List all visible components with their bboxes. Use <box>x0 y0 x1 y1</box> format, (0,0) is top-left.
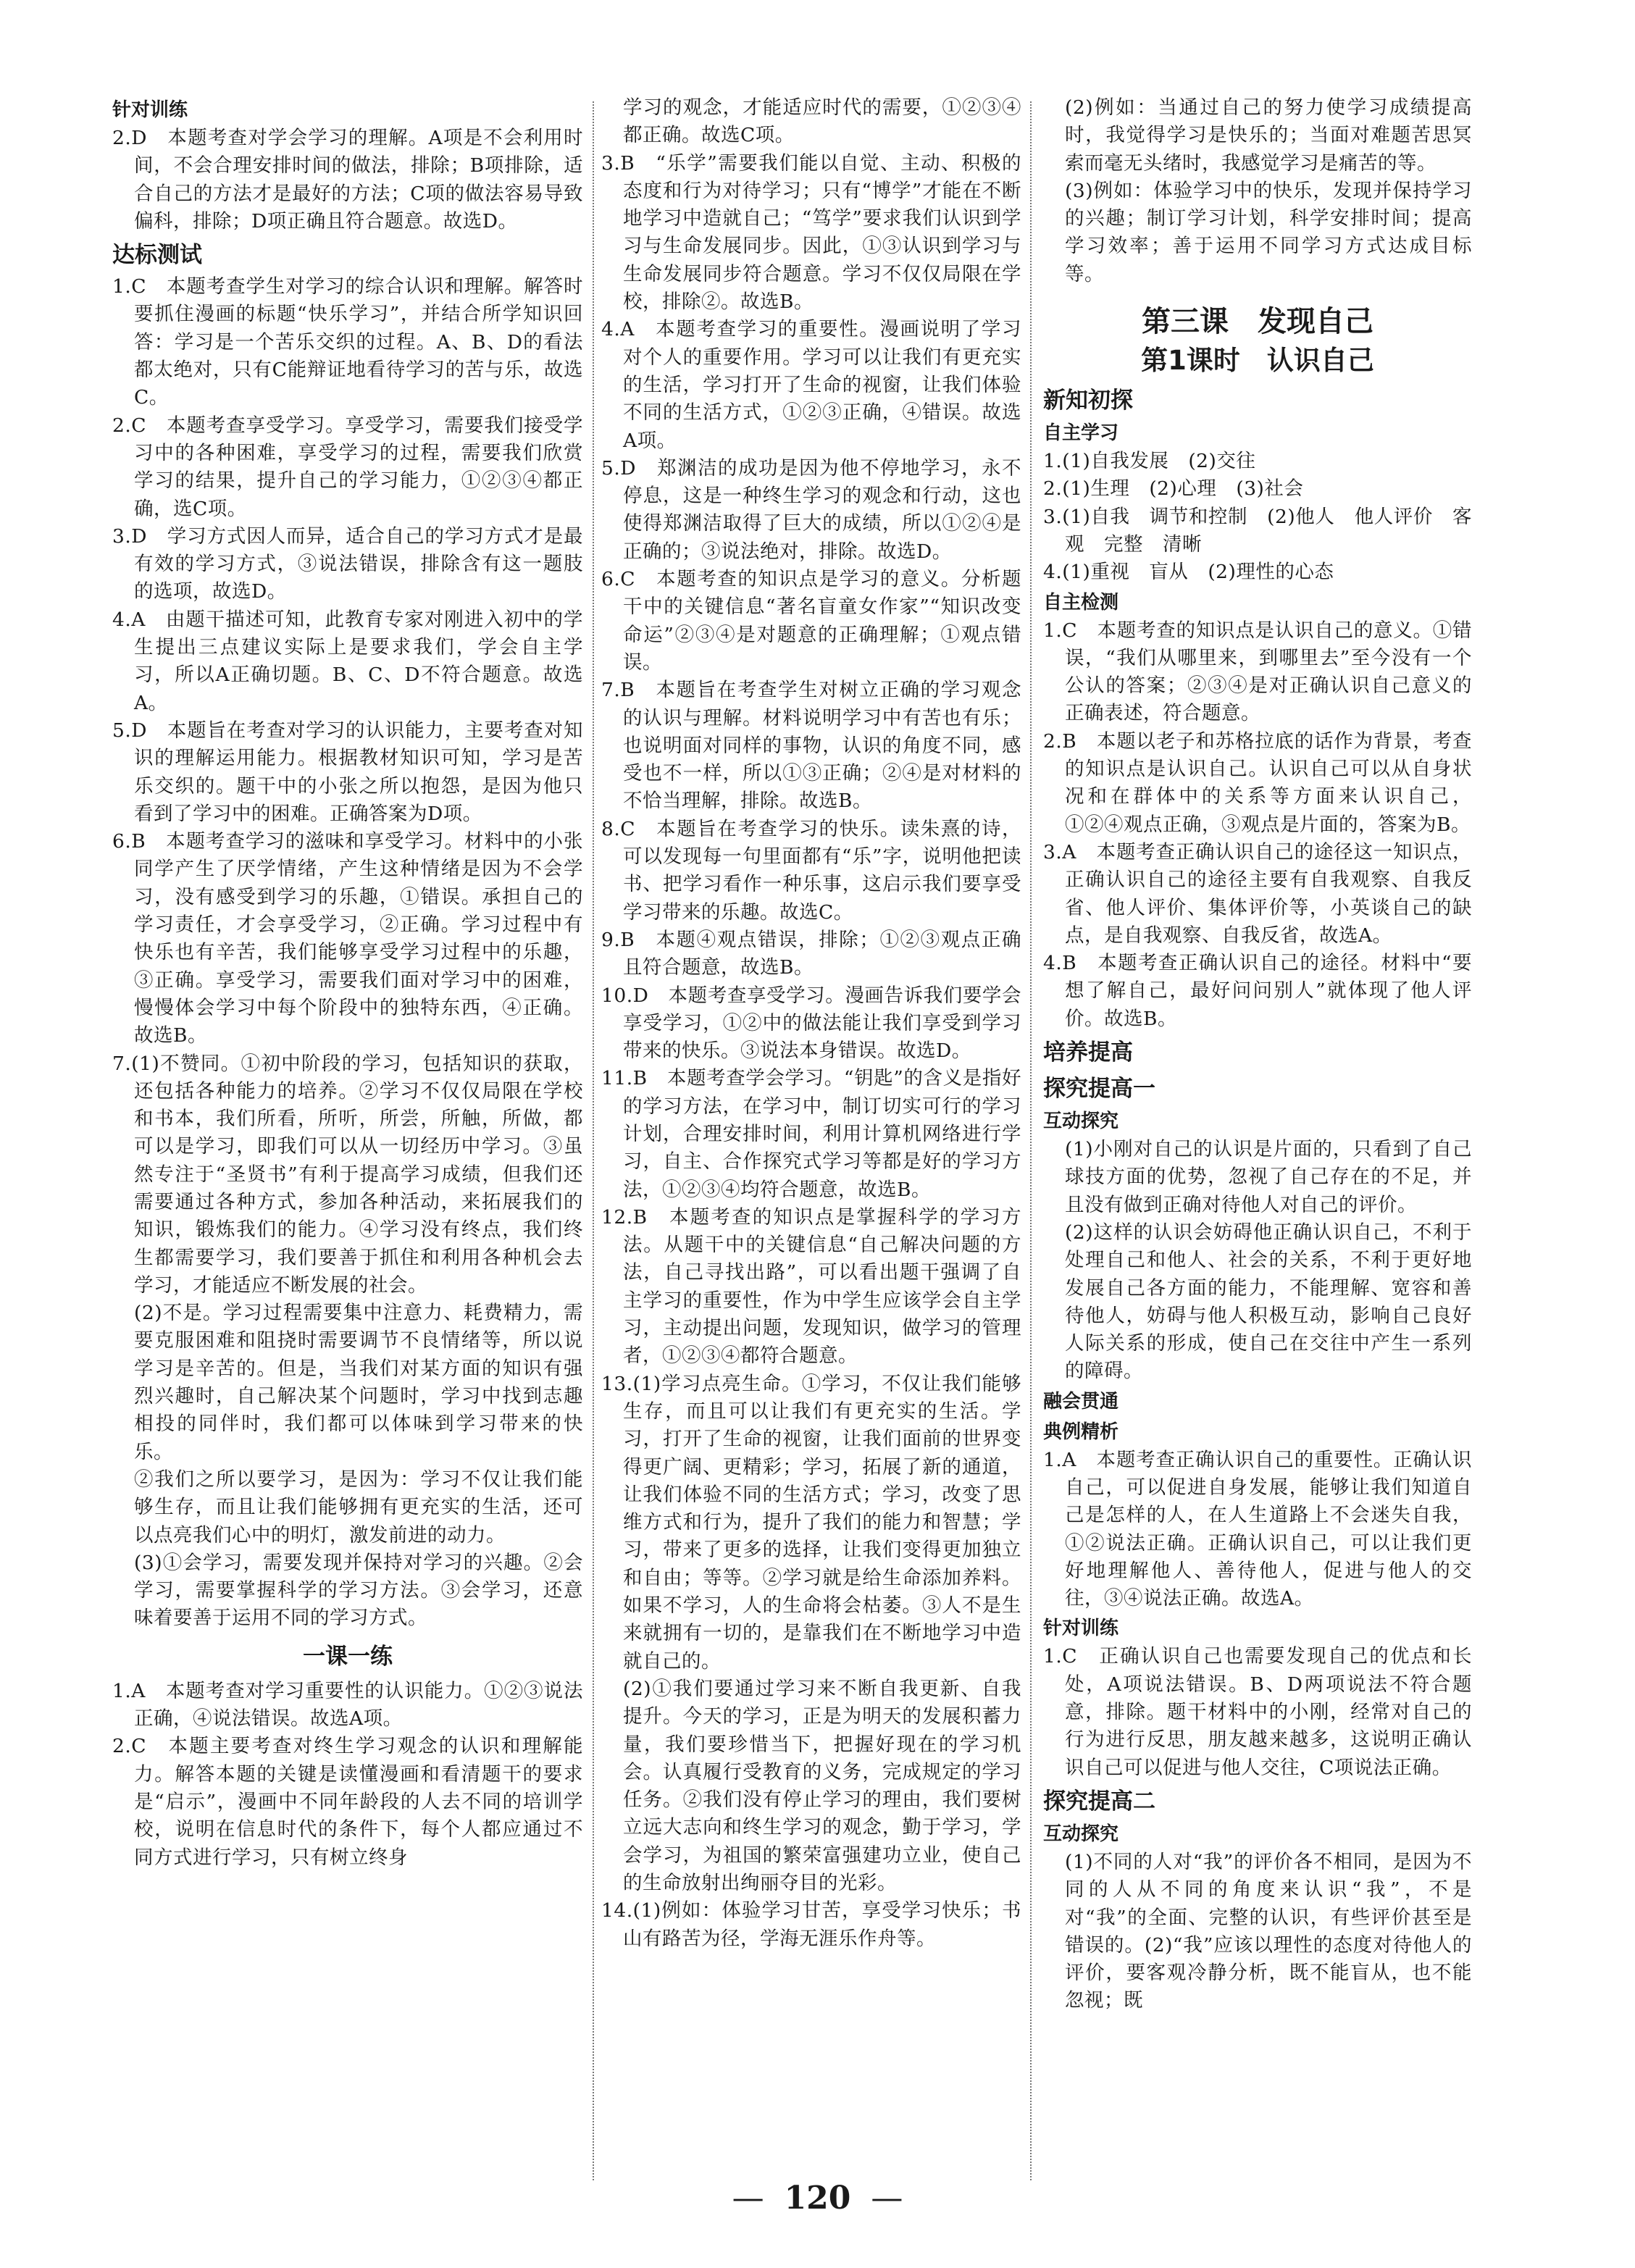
heading-practice: 针对训练 <box>1043 1618 1119 1640</box>
test-item: 4.A 由题干描述可知，此教育专家对刚进入初中的学生提出三点建议实际上是要求我们，学会自主学习，所以A正确切题。B、C、D不符合题意。故选A。 <box>112 608 583 714</box>
heading-explore-2: 探究提高二 <box>1043 1788 1155 1815</box>
lesson-item: 7.B 本题旨在考查学生对树立正确的学习观念的认识与理解。材料说明学习中有苦也有乐；也说明面对同样的事物，认识的角度不同，感受也不一样，所以①③正确；②④是对材料的不恰当理解，排除。故选B。 <box>601 679 1021 813</box>
column-divider-right <box>1030 101 1032 2180</box>
self-study-item: 1.(1)自我发展 (2)交往 <box>1043 450 1256 473</box>
heading-self-check: 自主检测 <box>1043 591 1119 614</box>
lesson-item: 1.A 本题考查对学习重要性的认识能力。①②③说法正确，④说法错误。故选A项。 <box>112 1679 583 1731</box>
heading-interactive-1: 互动探究 <box>1043 1110 1119 1133</box>
practice-item: 1.C 正确认识自己也需要发现自己的优点和长处，A项说法错误。B、D两项说法不符合题意，排除。题干材料中的小刚，经常对自己的行为进行反思，朋友越来越多，这说明正确认识自己可以促进与他人交往，C项说法正确。 <box>1043 1645 1472 1779</box>
heading-improve: 培养提高 <box>1043 1039 1133 1066</box>
heading-self-study: 自主学习 <box>1043 422 1119 445</box>
example-item: 1.A 本题考查正确认识自己的重要性。正确认识自己，可以促进自身发展，能够让我们知道自己是怎样的人，在人生道路上不会迷失自我，①②说法正确。正确认识自己，可以让我们更好地理解他人、善待他人，促进与他人的交往，③④说法正确。故选A。 <box>1043 1448 1472 1610</box>
test-item: 6.B 本题考查学习的滋味和享受学习。材料中的小张同学产生了厌学情绪，产生这种情绪是因为不会学习，没有感受到学习的乐趣，①错误。承担自己的学习责任，才会享受学习，②正确。学习过程中有快乐也有辛苦，我们能够享受学习过程中的乐趣，③正确。享受学习，需要我们面对学习中的困难，慢慢体会学习中每个阶段中的独特东西，④正确。故选B。 <box>112 830 583 1047</box>
self-study-item: 2.(1)生理 (2)心理 (3)社会 <box>1043 477 1304 501</box>
self-check-item: 3.A 本题考查正确认识自己的途径这一知识点，正确认识自己的途径主要有自我观察、自我反省、他人评价、集体评价等，小英谈自己的缺点，是自我观察、自我反省，故选A。 <box>1043 840 1472 947</box>
answer-paragraph: (2)①我们要通过学习来不断自我更新、自我提升。今天的学习，正是为明天的发展积蓄力量，我们要珍惜当下，把握好现在的学习机会。认真履行受教育的义务，完成规定的学习任务。②我们没有停止学习的理由，我们要树立远大志向和终生学习的观念，勤于学习，学会学习，为祖国的繁荣富强建功立业，使自己的生命放射出绚丽夺目的光彩。 <box>623 1677 1021 1894</box>
answer-paragraph: (2)这样的认识会妨碍他正确认识自己，不利于处理自己和他人、社会的关系，不利于更好地发展自己各方面的能力，不能理解、宽容和善待他人，妨碍与他人积极互动，影响自己良好人际关系的形成，使自己在交往中产生一系列的障碍。 <box>1065 1221 1472 1383</box>
practice-item: 2.D 本题考查对学会学习的理解。A项是不会利用时间，不会合理安排时间的做法，排除；B项排除，适合自己的方法才是最好的方法；C项的做法容易导致偏科，排除；D项正确且符合题意。故选D。 <box>112 127 583 233</box>
self-check-item: 1.C 本题考查的知识点是认识自己的意义。①错误，“我们从哪里来，到哪里去”至今没有一个公认的答案；②③④是对正确认识自己意义的正确表述，符合题意。 <box>1043 619 1472 725</box>
lesson-item: 8.C 本题旨在考查学习的快乐。读朱熹的诗，可以发现每一句里面都有“乐”字，说明他把读书、把学习看作一种乐事，这启示我们要享受学习带来的乐趣。故选C。 <box>601 817 1021 924</box>
answer-paragraph: (1)不同的人对“我”的评价各不相同，是因为不同的人从不同的角度来认识“我”，不是对“我”的全面、完整的认识，有些评价甚至是错误的。(2)“我”应该以理性的态度对待他人的评价，要客观冷静分析，既不能盲从，也不能忽视；既 <box>1065 1850 1472 2012</box>
answer-paragraph: (3)①会学习，需要发现并保持对学习的兴趣。②会学习，需要掌握科学的学习方法。③会学习，还意味着要善于运用不同的学习方式。 <box>134 1551 583 1630</box>
lesson-item: 14.(1)例如：体验学习甘苦，享受学习快乐；书山有路苦为径，学海无涯乐作舟等。 <box>601 1899 1021 1950</box>
self-study-item: 3.(1)自我 调节和控制 (2)他人 他人评价 客观 完整 清晰 <box>1043 505 1472 556</box>
lesson-item: 5.D 郑渊洁的成功是因为他不停地学习，永不停息，这是一种终生学习的观念和行动，这也使得郑渊洁取得了巨大的成绩，所以①②④是正确的；③说法绝对，排除。故选D。 <box>601 456 1021 563</box>
test-item: 5.D 本题旨在考查对学习的认识能力，主要考查对知识的理解运用能力。根据教材知识可知，学习是苦乐交织的。题干中的小张之所以抱怨，是因为他只看到了学习中的困难。正确答案为D项。 <box>112 719 583 825</box>
answer-paragraph: (3)例如：体验学习中的快乐，发现并保持学习的兴趣；制订学习计划，科学安排时间；提高学习效率；善于运用不同学习方式达成目标等。 <box>1065 179 1472 285</box>
heading-new-knowledge: 新知初探 <box>1043 388 1133 414</box>
column-divider-left <box>593 101 594 2180</box>
lesson-item: 4.A 本题考查学习的重要性。漫画说明了学习对个人的重要作用。学习可以让我们有更充实的生活，学习打开了生命的视窗，让我们体验不同的生活方式，①②③正确，④错误。故选A项。 <box>601 318 1021 452</box>
test-item: 7.(1)不赞同。①初中阶段的学习，包括知识的获取，还包括各种能力的培养。②学习不仅仅局限在学校和书本，我们所看，所听，所尝，所触，所做，都可以是学习，即我们可以从一切经历中学习。③虽然专注于“圣贤书”有利于提高学习成绩，但我们还需要通过各种方式，参加各种活动，来拓展我们的知识，锻炼我们的能力。④学习没有终点，我们终生都需要学习，我们要善于抓住和利用各种机会去学习，才能适应不断发展的社会。 <box>112 1052 583 1297</box>
heading-test: 达标测试 <box>112 242 202 269</box>
page-number-value: 120 <box>784 2180 851 2217</box>
heading-lesson-practice: 一课一练 <box>303 1643 393 1670</box>
test-item: 2.C 本题考查享受学习。享受学习，需要我们接受学习中的各种困难，享受学习的过程，需要我们欣赏学习的结果，提升自己的学习能力，①②③④都正确，选C项。 <box>112 414 583 520</box>
lesson-item: 12.B 本题考查的知识点是掌握科学的学习方法。从题干中的关键信息“自己解决问题的方法，自己寻找出路”，可以看出题干强调了自主学习的重要性，作为中学生应该学会自主学习，主动提出问题，发现知识，做学习的管理者，①②③④都符合题意。 <box>601 1205 1021 1368</box>
lesson-item: 3.B “乐学”需要我们能以自觉、主动、积极的态度和行为对待学习；只有“博学”才能在不断地学习中造就自己；“笃学”要求我们认识到学习与生命发展同步。因此，①③认识到学习与生命发展同步符合题意。学习不仅仅局限在学校，排除②。故选B。 <box>601 151 1021 314</box>
self-study-item: 4.(1)重视 盲从 (2)理性的心态 <box>1043 561 1334 584</box>
heading-integrate: 融会贯通 <box>1043 1390 1119 1413</box>
answer-paragraph: ②我们之所以要学习，是因为：学习不仅让我们能够生存，而且让我们能够拥有更充实的生活，还可以点亮我们心中的明灯，激发前进的动力。 <box>134 1468 583 1547</box>
self-check-item: 4.B 本题考查正确认识自己的途径。材料中“要想了解自己，最好问问别人”就体现了他人评价。故选B。 <box>1043 952 1472 1030</box>
lesson-item: 6.C 本题考查的知识点是学习的意义。分析题干中的关键信息“著名盲童女作家”“知识改变命运”②③④是对题意的正确理解；①观点错误。 <box>601 568 1021 674</box>
lesson-title: 第三课 发现自己 <box>1142 305 1373 339</box>
test-item: 1.C 本题考查学生对学习的综合认识和理解。解答时要抓住漫画的标题“快乐学习”，并结合所学知识回答：学习是一个苦乐交织的过程。A、B、D的看法都太绝对，只有C能辩证地看待学习的苦与乐，故选C。 <box>112 275 583 409</box>
answer-paragraph: (2)不是。学习过程需要集中注意力、耗费精力，需要克服困难和阻挠时需要调节不良情绪等，所以说学习是辛苦的。但是，当我们对某方面的知识有强烈兴趣时，自己解决某个问题时，学习中找到志趣相投的同伴时，我们都可以体味到学习带来的快乐。 <box>134 1302 583 1463</box>
heading-explore-1: 探究提高一 <box>1043 1076 1155 1102</box>
lesson-item: 9.B 本题④观点错误，排除；①②③观点正确且符合题意，故选B。 <box>601 928 1021 979</box>
column-left <box>112 94 583 1872</box>
self-check-item: 2.B 本题以老子和苏格拉底的话作为背景，考查的知识点是认识自己。认识自己可以从自身状况和在群体中的关系等方面来认识自己，①②④观点正确，③观点是片面的，答案为B。 <box>1043 729 1472 836</box>
lesson-item: 10.D 本题考查享受学习。漫画告诉我们要学会享受学习，①②中的做法能让我们享受到学习带来的快乐。③说法本身错误。故选D。 <box>601 984 1021 1063</box>
heading-practice: 针对训练 <box>112 99 188 121</box>
column-right <box>1043 94 1472 2015</box>
test-item: 3.D 学习方式因人而异，适合自己的学习方式才是最有效的学习方式，③说法错误，排除含有这一题肢的选项，故选D。 <box>112 524 583 603</box>
column-middle <box>601 94 1021 1953</box>
page-number <box>0 2177 1635 2220</box>
lesson-item: 13.(1)学习点亮生命。①学习，不仅让我们能够生存，而且可以让我们有更充实的生活。学习，打开了生命的视窗，让我们面前的世界变得更广阔、更精彩；学习，拓展了新的通道，让我们体验不同的生活方式；学习，改变了思维方式和行为，提升了我们的能力和智慧；学习，带来了更多的选择，让我们变得更加独立和自由；等等。②学习就是给生命添加养料。如果不学习，人的生命将会枯萎。③人不是生来就拥有一切的，是靠我们在不断地学习中造就自己的。 <box>601 1372 1021 1673</box>
lesson-item: 2.C 本题主要考查对终生学习观念的认识和理解能力。解答本题的关键是读懂漫画和看清题干的要求是“启示”，漫画中不同年龄段的人去不同的培训学校，说明在信息时代的条件下，每个人都应通过不同方式进行学习，只有树立终身 <box>112 1735 583 1869</box>
lesson-subtitle: 第1课时 认识自己 <box>1141 345 1374 377</box>
heading-interactive-2: 互动探究 <box>1043 1823 1119 1845</box>
answer-paragraph: (1)小刚对自己的认识是片面的，只看到了自己球技方面的优势，忽视了自己存在的不足，并且没有做到正确对待他人对自己的评价。 <box>1065 1138 1472 1216</box>
continued-text: 学习的观念，才能适应时代的需要，①②③④都正确。故选C项。 <box>623 96 1021 147</box>
lesson-item: 11.B 本题考查学会学习。“钥匙”的含义是指好的学习方法，在学习中，制订切实可行的学习计划，合理安排时间，利用计算机网络进行学习，自主、合作探究式学习等都是好的学习方法，①②③④均符合题意，故选B。 <box>601 1067 1021 1201</box>
page-number-dash-left: — <box>732 2180 764 2217</box>
heading-example: 典例精析 <box>1043 1420 1119 1443</box>
page-number-dash-right: — <box>871 2180 903 2217</box>
answer-paragraph: (2)例如：当通过自己的努力使学习成绩提高时，我觉得学习是快乐的；当面对难题苦思冥索而毫无头绪时，我感觉学习是痛苦的等。 <box>1065 96 1472 175</box>
